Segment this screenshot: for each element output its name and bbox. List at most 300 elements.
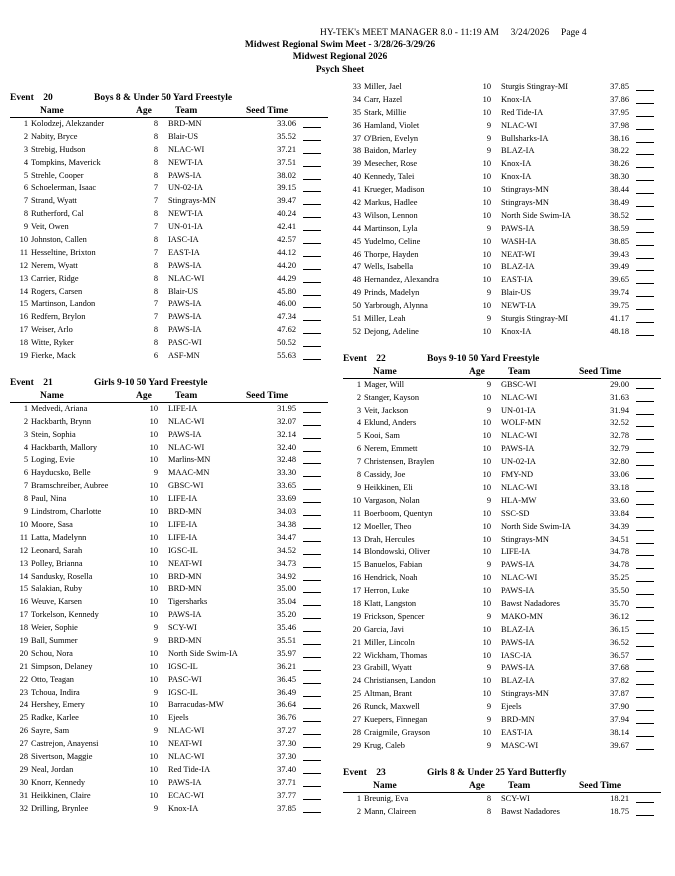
entry-row [343, 508, 661, 521]
entry-row [343, 300, 661, 313]
entry-age: 10 [482, 482, 491, 492]
entry-rank: 8 [356, 470, 361, 480]
entry-team: SCY-WI [168, 623, 197, 633]
entry-team: NLAC-WI [168, 751, 205, 761]
entry-seed-time: 39.47 [277, 196, 296, 206]
entry-age: 7 [153, 299, 158, 309]
entry-name: Strebig, Hudson [31, 144, 86, 154]
finals-time-blank [303, 696, 321, 697]
event-heading [343, 767, 661, 780]
entry-name: Nabity, Bryce [31, 131, 78, 141]
entry-team: Blair-US [501, 288, 532, 298]
entry-team: Bawst Nadadores [501, 598, 560, 608]
finals-time-blank [303, 295, 321, 296]
entry-rank: 27 [352, 714, 361, 724]
entry-rank: 17 [19, 325, 28, 335]
entry-row [343, 585, 661, 598]
finals-time-blank [303, 799, 321, 800]
entry-seed-time: 38.85 [610, 236, 629, 246]
entry-row [343, 714, 661, 727]
finals-time-blank [303, 333, 321, 334]
entry-seed-time: 32.14 [277, 429, 296, 439]
entry-rank: 10 [19, 235, 28, 245]
finals-time-blank [636, 232, 654, 233]
entry-age: 10 [149, 494, 158, 504]
col-header-seed: Seed Time [246, 390, 289, 401]
finals-time-blank [636, 309, 654, 310]
entry-team: NLAC-WI [501, 573, 538, 583]
finals-time-blank [636, 154, 654, 155]
entry-rank: 7 [23, 481, 28, 491]
entry-rank: 16 [19, 597, 28, 607]
entry-seed-time: 47.62 [277, 325, 296, 335]
finals-time-blank [636, 129, 654, 130]
entry-row [343, 546, 661, 559]
finals-time-blank [636, 116, 654, 117]
entry-team: BRD-MN [168, 571, 202, 581]
entry-name: Herron, Luke [364, 586, 410, 596]
entry-team: EAST-IA [168, 247, 200, 257]
finals-time-blank [636, 543, 654, 544]
entry-team: WOLF-MN [501, 418, 542, 428]
entry-seed-time: 34.52 [277, 545, 296, 555]
finals-time-blank [303, 256, 321, 257]
entry-row [343, 236, 661, 249]
col-header-seed: Seed Time [579, 780, 622, 791]
finals-time-blank [303, 747, 321, 748]
entry-team: Stingrays-MN [501, 534, 549, 544]
entry-row [10, 571, 328, 584]
entry-row [10, 558, 328, 571]
entry-name: Kuepers, Finnegan [364, 714, 428, 724]
entry-name: Yarbrough, Alynna [364, 301, 428, 311]
entry-team: NLAC-WI [168, 726, 205, 736]
entry-seed-time: 35.50 [610, 586, 629, 596]
entry-rank: 12 [19, 545, 28, 555]
entry-seed-time: 38.30 [610, 172, 629, 182]
entry-name: Neal, Jordan [31, 764, 74, 774]
entry-team: Knox-IA [501, 159, 532, 169]
entry-name: Stein, Sophia [31, 429, 76, 439]
entry-team: IASC-IA [501, 650, 532, 660]
entry-name: Cassidy, Joe [364, 470, 406, 480]
finals-time-blank [303, 773, 321, 774]
entry-team: FMY-ND [501, 470, 534, 480]
entry-name: Otto, Teagan [31, 674, 74, 684]
entry-row [343, 572, 661, 585]
entry-name: Wells, Isabella [364, 262, 414, 272]
entry-team: PAWS-IA [501, 560, 535, 570]
entry-name: Blondowski, Oliver [364, 547, 431, 557]
entry-age: 9 [153, 623, 158, 633]
entry-team: GBSC-WI [501, 379, 537, 389]
finals-time-blank [303, 412, 321, 413]
entry-rank: 36 [352, 120, 361, 130]
entry-team: PAWS-IA [168, 325, 202, 335]
finals-time-blank [636, 388, 654, 389]
entry-age: 7 [153, 247, 158, 257]
entry-seed-time: 38.14 [610, 727, 629, 737]
entry-name: Rogers, Carsen [31, 286, 83, 296]
entry-rank: 49 [352, 288, 361, 298]
column-headers [10, 390, 328, 403]
event-title: Boys 9-10 50 Yard Freestyle [427, 353, 540, 364]
entry-rank: 13 [352, 534, 361, 544]
entry-row [10, 195, 328, 208]
entry-age: 9 [486, 379, 491, 389]
entry-rank: 3 [356, 405, 361, 415]
entry-rank: 29 [352, 740, 361, 750]
entry-name: Krug, Caleb [364, 740, 405, 750]
finals-time-blank [636, 283, 654, 284]
entry-seed-time: 39.74 [610, 288, 629, 298]
entry-name: Carrier, Ridge [31, 273, 79, 283]
col-header-name: Name [373, 366, 397, 377]
entry-row [343, 688, 661, 701]
finals-time-blank [636, 736, 654, 737]
entry-name: Vargason, Nolan [364, 495, 420, 505]
entry-name: Prinds, Madelyn [364, 288, 420, 298]
entry-name: Castrejon, Anayensi [31, 739, 99, 749]
entry-row [10, 324, 328, 337]
entry-team: PAWS-IA [168, 299, 202, 309]
entry-row [10, 803, 328, 816]
finals-time-blank [636, 439, 654, 440]
finals-time-blank [636, 245, 654, 246]
entry-age: 10 [482, 637, 491, 647]
entry-age: 9 [486, 146, 491, 156]
entry-row [343, 534, 661, 547]
finals-time-blank [636, 517, 654, 518]
entry-row [10, 480, 328, 493]
entry-age: 10 [482, 301, 491, 311]
finals-time-blank [636, 452, 654, 453]
entry-row [10, 221, 328, 234]
entry-rank: 11 [352, 508, 361, 518]
entry-seed-time: 38.16 [610, 133, 629, 143]
entry-name: Redfern, Brylon [31, 312, 86, 322]
entry-name: Hayducsko, Belle [31, 468, 91, 478]
entry-name: Miller, Lincoln [364, 637, 415, 647]
entry-row [10, 751, 328, 764]
entry-team: Bawst Nadadores [501, 806, 560, 816]
entry-age: 8 [153, 273, 158, 283]
entry-age: 9 [153, 635, 158, 645]
entry-age: 9 [486, 740, 491, 750]
entry-rank: 5 [23, 455, 28, 465]
entry-team: WASH-IA [501, 236, 537, 246]
entry-name: Runck, Maxwell [364, 702, 420, 712]
finals-time-blank [303, 153, 321, 154]
finals-time-blank [636, 671, 654, 672]
finals-time-blank [303, 127, 321, 128]
entry-name: Boerboom, Quentyn [364, 508, 433, 518]
finals-time-blank [636, 180, 654, 181]
finals-time-blank [636, 607, 654, 608]
entry-age: 10 [149, 519, 158, 529]
entry-team: IGSC-IL [168, 661, 198, 671]
entry-rank: 18 [19, 623, 28, 633]
entry-row [10, 429, 328, 442]
entry-rank: 1 [356, 379, 361, 389]
finals-time-blank [303, 463, 321, 464]
entry-age: 10 [149, 558, 158, 568]
entry-rank: 28 [19, 751, 28, 761]
finals-time-blank [636, 90, 654, 91]
entry-rank: 32 [19, 803, 28, 813]
entry-seed-time: 37.77 [277, 790, 296, 800]
entry-row [10, 208, 328, 221]
entry-row [10, 157, 328, 170]
entry-seed-time: 44.12 [277, 247, 296, 257]
entry-row [10, 622, 328, 635]
entry-seed-time: 44.20 [277, 260, 296, 270]
entry-team: BLAZ-IA [501, 676, 535, 686]
finals-time-blank [636, 633, 654, 634]
entry-age: 10 [482, 107, 491, 117]
entry-seed-time: 38.49 [610, 198, 629, 208]
finals-time-blank [303, 618, 321, 619]
entry-name: Martinson, Lyla [364, 223, 418, 233]
entry-rank: 14 [352, 547, 361, 557]
entry-rank: 6 [23, 468, 28, 478]
entry-name: Moore, Sasa [31, 519, 73, 529]
entry-rank: 50 [352, 301, 361, 311]
entry-team: Blair-US [168, 131, 199, 141]
entry-age: 10 [482, 598, 491, 608]
entry-name: Sivertson, Maggie [31, 751, 93, 761]
entry-row [343, 624, 661, 637]
col-header-age: Age [469, 366, 485, 377]
entry-seed-time: 35.52 [277, 131, 296, 141]
entry-age: 10 [482, 727, 491, 737]
entry-seed-time: 48.18 [610, 326, 629, 336]
entry-team: BRD-MN [501, 714, 535, 724]
entry-age: 10 [482, 586, 491, 596]
entry-age: 10 [482, 676, 491, 686]
entry-age: 9 [486, 223, 491, 233]
event-number: Event 22 [343, 353, 386, 364]
entry-name: Krueger, Madison [364, 185, 425, 195]
entry-age: 10 [482, 457, 491, 467]
entry-row [343, 326, 661, 339]
entry-team: Stingrays-MN [501, 689, 549, 699]
col-header-age: Age [469, 780, 485, 791]
entry-team: PAWS-IA [501, 663, 535, 673]
entry-rank: 7 [356, 457, 361, 467]
entry-team: Stingrays-MN [168, 196, 216, 206]
entry-row [10, 350, 328, 363]
entry-team: PAWS-IA [501, 444, 535, 454]
entry-row [10, 234, 328, 247]
entry-name: Craigmile, Grayson [364, 727, 431, 737]
entry-name: Polley, Brianna [31, 558, 83, 568]
entry-rank: 18 [19, 338, 28, 348]
finals-time-blank [303, 683, 321, 684]
entry-rank: 22 [19, 674, 28, 684]
entry-rank: 26 [19, 726, 28, 736]
entry-rank: 1 [23, 119, 28, 128]
finals-time-blank [303, 554, 321, 555]
entry-age: 9 [486, 405, 491, 415]
entry-name: Hackbarth, Mallory [31, 442, 98, 452]
entry-name: Veit, Jackson [364, 405, 409, 415]
entry-name: Tchoua, Indira [31, 687, 80, 697]
entry-seed-time: 37.30 [277, 739, 296, 749]
finals-time-blank [636, 491, 654, 492]
entry-team: EAST-IA [501, 727, 533, 737]
entry-age: 8 [153, 170, 158, 180]
entry-row [343, 701, 661, 714]
entry-row [10, 144, 328, 157]
entry-row [343, 469, 661, 482]
entry-row [343, 430, 661, 443]
entry-rank: 5 [23, 170, 28, 180]
entry-rank: 35 [352, 107, 361, 117]
entry-age: 10 [482, 236, 491, 246]
entry-rank: 48 [352, 275, 361, 285]
entry-seed-time: 35.70 [610, 598, 629, 608]
entry-seed-time: 36.64 [277, 700, 296, 710]
entry-name: Banuelos, Fabian [364, 560, 423, 570]
entry-row [343, 662, 661, 675]
entry-row [343, 559, 661, 572]
entry-name: Kooi, Sam [364, 431, 400, 441]
entry-name: Martinson, Landon [31, 299, 96, 309]
entry-row [10, 506, 328, 519]
entry-seed-time: 36.52 [610, 637, 629, 647]
entry-seed-time: 37.85 [277, 803, 296, 813]
entry-rank: 46 [352, 249, 361, 259]
entry-rank: 28 [352, 727, 361, 737]
col-header-name: Name [40, 390, 64, 401]
entry-rank: 29 [19, 764, 28, 774]
entry-team: UN-02-IA [501, 457, 536, 467]
event-title: Girls 9-10 50 Yard Freestyle [94, 377, 208, 388]
entry-name: Weuve, Karsen [31, 597, 82, 607]
entry-team: NLAC-WI [168, 273, 205, 283]
entry-row [343, 274, 661, 287]
entry-rank: 21 [19, 661, 28, 671]
entry-name: Tompkins, Maverick [31, 157, 101, 167]
entry-seed-time: 34.39 [610, 521, 629, 531]
entry-seed-time: 38.44 [610, 185, 629, 195]
entry-seed-time: 39.67 [610, 740, 629, 750]
entry-rank: 51 [352, 314, 361, 324]
event-heading [10, 377, 328, 390]
entry-seed-time: 36.76 [277, 713, 296, 723]
entry-name: Stark, Millie [364, 107, 407, 117]
finals-time-blank [303, 657, 321, 658]
entry-team: Ejeels [501, 702, 522, 712]
finals-time-blank [303, 644, 321, 645]
finals-time-blank [636, 206, 654, 207]
entry-row [343, 405, 661, 418]
entry-team: PAWS-IA [168, 610, 202, 620]
entry-team: NEWT-IA [168, 157, 204, 167]
entry-team: LIFE-IA [168, 532, 198, 542]
entry-team: MAKO-MN [501, 611, 543, 621]
entry-age: 10 [482, 431, 491, 441]
entry-age: 7 [153, 312, 158, 322]
entry-seed-time: 33.60 [610, 495, 629, 505]
entry-age: 7 [153, 183, 158, 193]
entry-team: UN-01-IA [168, 222, 203, 232]
entry-rank: 19 [352, 611, 361, 621]
entry-seed-time: 34.38 [277, 519, 296, 529]
event-heading [10, 92, 328, 105]
entry-seed-time: 37.87 [610, 689, 629, 699]
entry-name: Miller, Leah [364, 314, 406, 324]
entry-name: Kennedy, Talei [364, 172, 415, 182]
finals-time-blank [303, 580, 321, 581]
col-header-team: Team [508, 780, 531, 791]
entry-row [343, 145, 661, 158]
entry-name: Ball, Summer [31, 635, 78, 645]
entry-row [343, 223, 661, 236]
entry-team: LIFE-IA [501, 547, 531, 557]
entry-team: Ejeels [168, 713, 189, 723]
finals-time-blank [636, 465, 654, 466]
column-headers [10, 105, 328, 118]
col-header-name: Name [40, 106, 64, 116]
entry-name: Grabill, Wyatt [364, 663, 412, 673]
entry-age: 10 [482, 94, 491, 104]
finals-time-blank [303, 230, 321, 231]
entry-rank: 4 [23, 157, 28, 167]
entry-team: North Side Swim-IA [501, 521, 571, 531]
entry-age: 10 [149, 545, 158, 555]
entry-row [343, 261, 661, 274]
entry-age: 10 [482, 573, 491, 583]
entry-rank: 33 [352, 82, 361, 91]
entry-seed-time: 42.57 [277, 235, 296, 245]
entry-team: North Side Swim-IA [168, 648, 238, 658]
entry-team: PAWS-IA [168, 777, 202, 787]
finals-time-blank [303, 307, 321, 308]
entry-name: Garcia, Javi [364, 624, 404, 634]
finals-time-blank [636, 426, 654, 427]
entry-rank: 41 [352, 185, 361, 195]
entry-age: 10 [149, 584, 158, 594]
entry-name: Nerem, Emmett [364, 444, 418, 454]
entry-seed-time: 35.97 [277, 648, 296, 658]
entry-age: 8 [486, 806, 491, 816]
entry-seed-time: 37.95 [610, 107, 629, 117]
entry-row [10, 298, 328, 311]
entry-name: Radke, Karlee [31, 713, 79, 723]
entry-age: 10 [149, 713, 158, 723]
entry-age: 10 [149, 751, 158, 761]
entry-age: 10 [149, 790, 158, 800]
entry-row [343, 598, 661, 611]
entry-age: 10 [149, 700, 158, 710]
entry-team: HLA-MW [501, 495, 537, 505]
entry-seed-time: 32.80 [610, 457, 629, 467]
entry-seed-time: 33.69 [277, 494, 296, 504]
finals-time-blank [303, 204, 321, 205]
finals-time-blank [636, 646, 654, 647]
entry-seed-time: 36.57 [610, 650, 629, 660]
event-spacer [343, 339, 661, 353]
entry-name: Loging, Evie [31, 455, 75, 465]
finals-time-blank [636, 802, 654, 803]
entry-row [343, 740, 661, 753]
entry-age: 9 [486, 560, 491, 570]
entry-row [343, 392, 661, 405]
col-header-team: Team [175, 390, 198, 401]
entry-rank: 6 [356, 444, 361, 454]
